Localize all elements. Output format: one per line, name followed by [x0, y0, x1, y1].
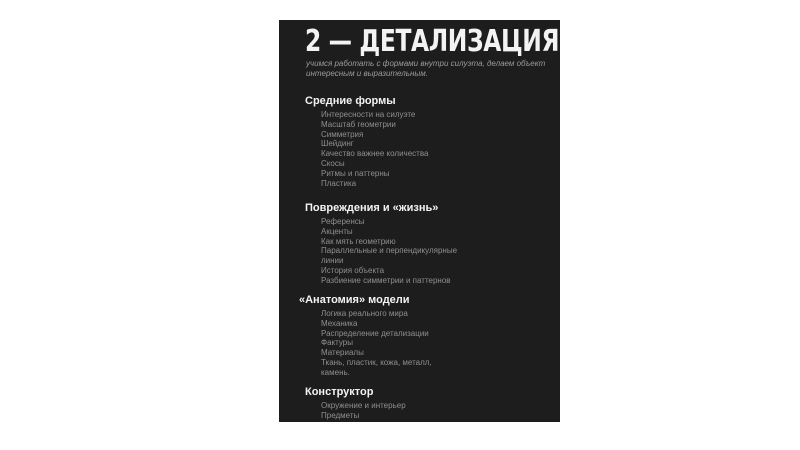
section-items: [321, 401, 406, 421]
list-item: линии: [321, 256, 344, 266]
list-item: Качество важнее количества: [321, 149, 429, 159]
list-item: Референсы: [321, 217, 365, 226]
list-item: Скосы: [321, 158, 345, 168]
section-title: Средние формы: [305, 95, 396, 107]
list-item: Шейдинг: [321, 139, 354, 149]
section-title: «Анатомия» модели: [299, 294, 410, 306]
list-item: камень.: [321, 367, 350, 377]
section-items: [321, 217, 457, 286]
section-title: Повреждения и «жизнь»: [305, 202, 439, 214]
list-item: Параллельные и перпендикулярные: [321, 246, 458, 256]
list-item: Механика: [321, 318, 358, 328]
list-item: История объекта: [321, 265, 385, 275]
list-item: Фактуры: [321, 338, 353, 348]
list-item: Масштаб геометрии: [321, 119, 396, 129]
list-item: Ткань, пластик, кожа, металл,: [321, 357, 432, 367]
section-items: [321, 309, 432, 378]
list-item: Материалы: [321, 348, 364, 358]
list-item: Акценты: [321, 226, 353, 236]
list-item: Разбиение симметрии и паттернов: [321, 275, 451, 285]
list-item: Предметы: [321, 410, 360, 420]
list-item: Окружение и интерьер: [321, 401, 406, 410]
section-items: [321, 110, 428, 188]
list-item: Симметрия: [321, 129, 364, 139]
slide-panel: [279, 20, 560, 422]
list-item: Как мять геометрию: [321, 236, 396, 246]
list-item: Логика реального мира: [321, 309, 408, 318]
list-item: Ритмы и паттерны: [321, 168, 390, 178]
page-title: 2 — ДЕТАЛИЗАЦИЯ: [305, 24, 560, 59]
list-item: Распределение детализации: [321, 328, 429, 338]
list-item: Интересности на силуэте: [321, 110, 416, 119]
section-title: Конструктор: [305, 386, 374, 398]
page-subtitle: учимся работать с формами внутри силуэта, делаем объект интересным и выразительным.: [306, 59, 546, 78]
list-item: Пластика: [321, 178, 357, 188]
